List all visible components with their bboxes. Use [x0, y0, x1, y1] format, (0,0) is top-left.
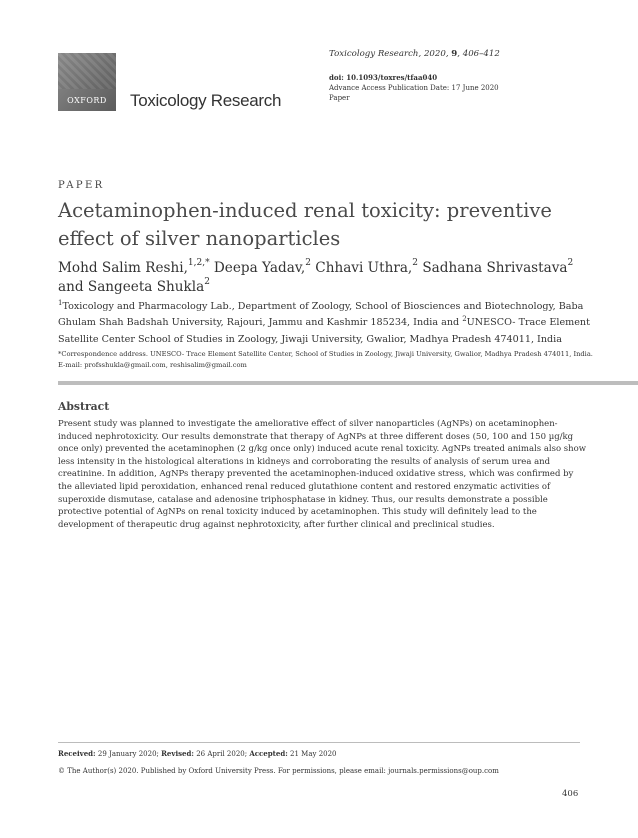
author-affiliation-marker: 2 [567, 258, 574, 269]
author-affiliation-marker: 2 [412, 258, 418, 269]
affiliation-text: UNESCO- Trace Element Satellite Center School of Studies in Zoology, Jiwaji University, Gwalior, Madhya Pradesh 474011, India [58, 317, 590, 345]
section-label: PAPER [58, 180, 105, 191]
affiliations [58, 299, 598, 348]
citation: Toxicology Research, 2020, 9, 406–412 [329, 49, 500, 59]
footer-divider [58, 742, 580, 743]
author-name[interactable]: Deepa Yadav, [209, 260, 306, 276]
correspondence-address: *Correspondence address. UNESCO- Trace Element Satellite Center, School of Studies in Zoology, Jiwaji University, Gwalior, Madhya Pradesh 474011, India. [58, 350, 593, 358]
author-name[interactable]: Mohd Salim Reshi, [58, 260, 188, 276]
abstract-heading: Abstract [58, 400, 110, 413]
article-dates [58, 749, 337, 758]
author-name[interactable]: Sadhana Shrivastava [418, 260, 568, 276]
author-name[interactable]: and Sangeeta Shukla [58, 279, 205, 295]
copyright-notice: © The Author(s) 2020. Published by Oxford University Press. For permissions, please email: journals.permissions@oup.com [58, 767, 499, 775]
oxford-logo-text: OXFORD [67, 96, 107, 105]
citation-year: 2020 [423, 49, 446, 59]
citation-volume: 9 [451, 49, 458, 59]
author-affiliation-marker: 2 [204, 277, 210, 288]
article-title: Acetaminophen-induced renal toxicity: preventive effect of silver nanoparticles [58, 199, 552, 250]
author-name[interactable]: Chhavi Uthra, [310, 260, 413, 276]
received-label: Received: [58, 749, 96, 758]
affiliation-marker: 2 [462, 315, 467, 324]
correspondence-email[interactable]: E-mail: profsshukla@gmail.com, reshisalim@gmail.com [58, 361, 247, 369]
received-date: 29 January 2020; [95, 750, 162, 758]
divider [58, 381, 638, 385]
revised-label: Revised: [161, 749, 194, 758]
advance-access-date: Advance Access Publication Date: 17 June 2020 [329, 84, 499, 92]
accepted-label: Accepted: [249, 749, 288, 758]
author-affiliation-marker: 1,2,* [187, 258, 210, 269]
oxford-logo [58, 53, 116, 111]
citation-journal: Toxicology Research [329, 49, 419, 59]
journal-name: Toxicology Research [130, 91, 282, 110]
citation-pages: 406–412 [462, 49, 500, 59]
page-number: 406 [562, 789, 579, 799]
accepted-date: 21 May 2020 [287, 750, 337, 758]
affiliation-marker: 1 [58, 298, 63, 307]
affiliation-text: Toxicology and Pharmacology Lab., Department of Zoology, School of Biosciences and Biotechnology, Baba Ghulam Shah Badshah University, Rajouri, Jammu and Kashmir 185234, India and [58, 301, 584, 329]
revised-date: 26 April 2020; [193, 750, 250, 758]
correspondence [58, 349, 618, 371]
doi-link[interactable]: doi: 10.1093/toxres/tfaa040 [329, 73, 438, 82]
abstract-body: Present study was planned to investigate the ameliorative effect of silver nanoparticles (AgNPs) on acetaminophen-induced nephrotoxicity. Our results demonstrate that therapy of AgNPs at three different doses (50, 100 and 150 µg/kg once only) prevented the acetaminophen (2 g/kg once only) induced acute renal toxicity. AgNPs treated animals also show less intensity in the histological alterations in kidneys and corroborating the results of analysis of serum urea and creatinine. In addition, AgNPs therapy prevented the acetaminophen-induced oxidative stress, which was confirmed by the alleviated lipid peroxidation, enhanced renal reduced glutathione content and restored enzymatic activities of superoxide dismutase, catalase and adenosine triphosphatase in kidney. Thus, our results demonstrate a possible protective potential of AgNPs on renal toxicity induced by acetaminophen. This study will definitely lead to the development of therapeutic drug against nephrotoxicity, after further clinical and preclinical studies. [58, 419, 587, 530]
article-type: Paper [329, 94, 350, 102]
author-list [58, 259, 588, 297]
author-affiliation-marker: 2 [305, 258, 311, 269]
